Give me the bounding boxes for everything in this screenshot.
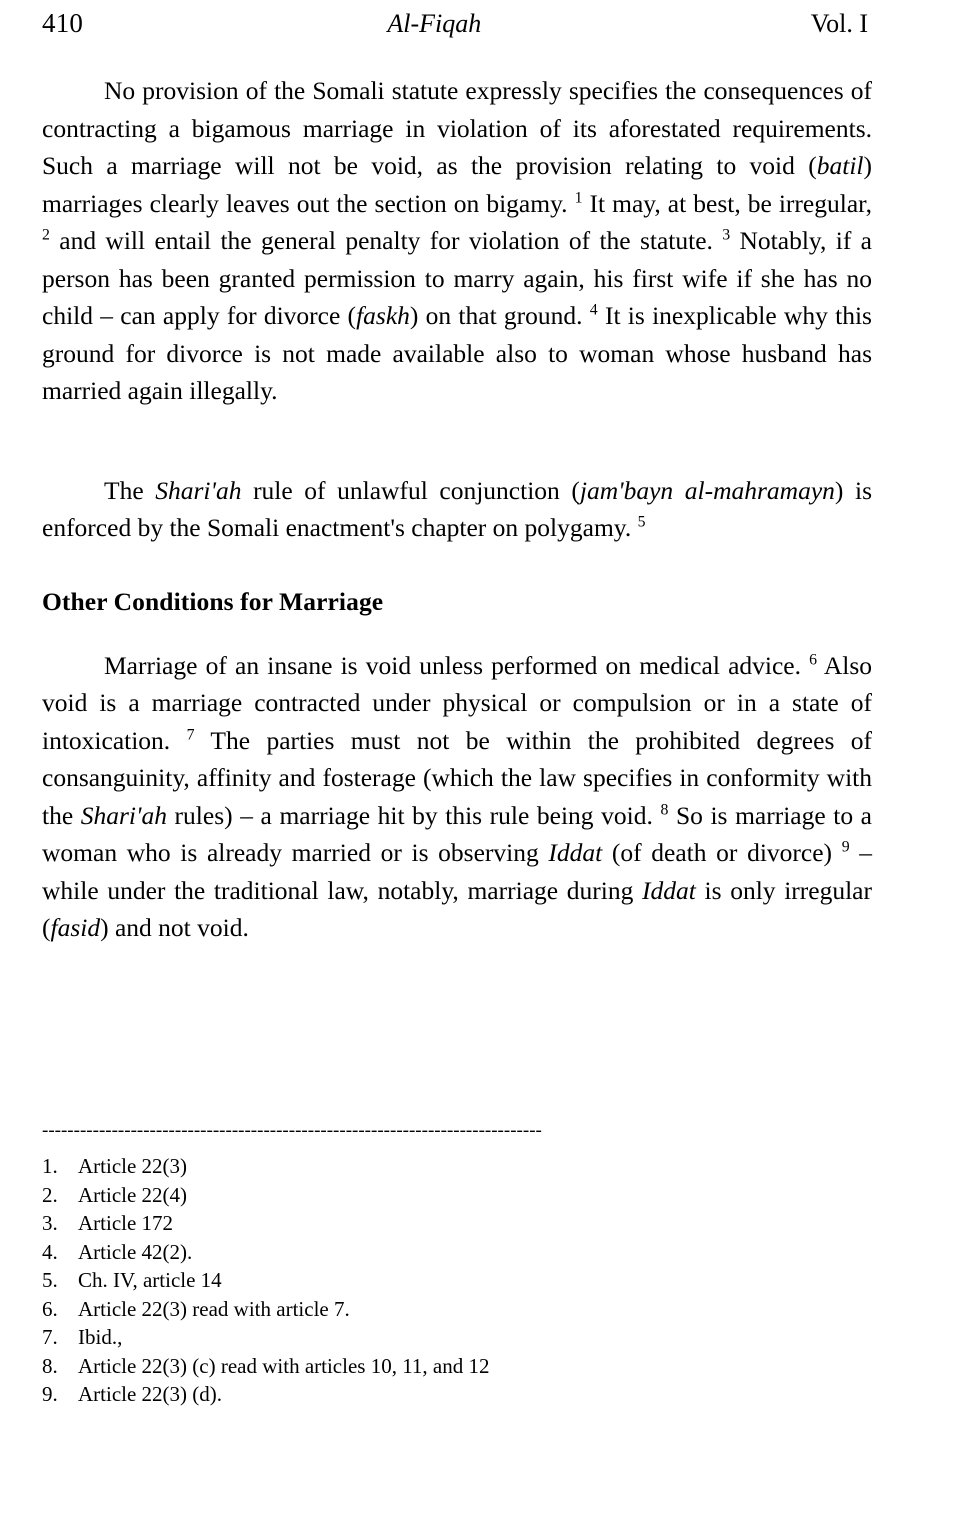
- footnote-text: Ibid.,: [78, 1325, 123, 1349]
- footnote-number: 8.: [42, 1353, 58, 1378]
- footnote-number: 3.: [42, 1211, 58, 1235]
- footnote-text: Article 22(3) read with article 7.: [78, 1296, 350, 1321]
- book-title: Al-Fiqah: [387, 9, 482, 38]
- paragraph-2: The Shari'ah rule of unlawful conjunction (jam'bayn al-mahramayn) is enforced by the Somali enactment's chapter on polygamy. $^5$: [42, 475, 873, 542]
- section-heading: Other Conditions for Marriage: [42, 586, 384, 616]
- paragraph-3: Marriage of an insane is void unless performed on medical advice. $^6$ Also void is a marriage contracted under physical or compulsion or in a state of intoxication. $^7$ The parties must not be within the prohibited degrees of consanguinity, affinity and fosterage (which the law specifies in conformity with the Shari'ah rules) – a marriage hit by this rule being void. $^8$ So is marriage to a woman who is already married or is observing Iddat (of death or divorce) $^9$ – while under the traditional law, notably, marriage during Iddat is only irregular (fasid) and not void.: [42, 650, 873, 942]
- footnote-text: Article 172: [78, 1211, 174, 1235]
- footnote-text: Article 42(2).: [78, 1239, 193, 1264]
- paragraph-1: No provision of the Somali statute expressly specifies the consequences of contracting a bigamous marriage in violation of its aforestated requirements. Such a marriage will not be void, as the provision relating to void (batil) marriages clearly leaves out the section on bigamy. $^1$ It may, at best, be irregular, $^2$ and will entail the general penalty for violation of the statute. $^3$ Notably, if a person has been granted permission to marry again, his first wife if she has no child – can apply for divorce (faskh) on that ground. $^4$ It is inexplicable why this ground for divorce is not made available also to woman whose husband has married again illegally.: [42, 76, 872, 405]
- footnote-number: 6.: [42, 1296, 58, 1321]
- footnote-text: Article 22(3): [78, 1154, 188, 1178]
- volume-label: Vol. I: [810, 9, 868, 38]
- footnote-item: [42, 1380, 872, 1409]
- footnote-number: 1.: [42, 1154, 58, 1178]
- footnote-number: 5.: [42, 1268, 58, 1292]
- footnote-text: Article 22(4): [78, 1182, 188, 1207]
- footnote-item: [42, 1209, 872, 1238]
- footnote-text: Article 22(3) (d).: [78, 1382, 223, 1406]
- footnote-separator: -------------------------------------------------------------------------------: [42, 1120, 542, 1141]
- footnote-item: [42, 1266, 872, 1295]
- running-head: [42, 0, 872, 52]
- footnote-number: 4.: [42, 1239, 58, 1264]
- footnote-number: 9.: [42, 1382, 58, 1406]
- footnote-number: 2.: [42, 1182, 58, 1207]
- footnote-text: Ch. IV, article 14: [78, 1268, 222, 1292]
- footnote-item: [42, 1295, 872, 1324]
- footnote-item: [42, 1181, 872, 1210]
- footnote-item: [42, 1152, 872, 1181]
- footnote-item: [42, 1323, 872, 1352]
- footnote-number: 7.: [42, 1325, 58, 1349]
- footnotes-area: [42, 1118, 872, 1409]
- footnote-text: Article 22(3) (c) read with articles 10, 11, and 12: [78, 1353, 490, 1378]
- footnote-item: [42, 1352, 872, 1381]
- footnote-list: [42, 1152, 872, 1409]
- footnote-item: [42, 1238, 872, 1267]
- page-number: 410: [42, 8, 84, 38]
